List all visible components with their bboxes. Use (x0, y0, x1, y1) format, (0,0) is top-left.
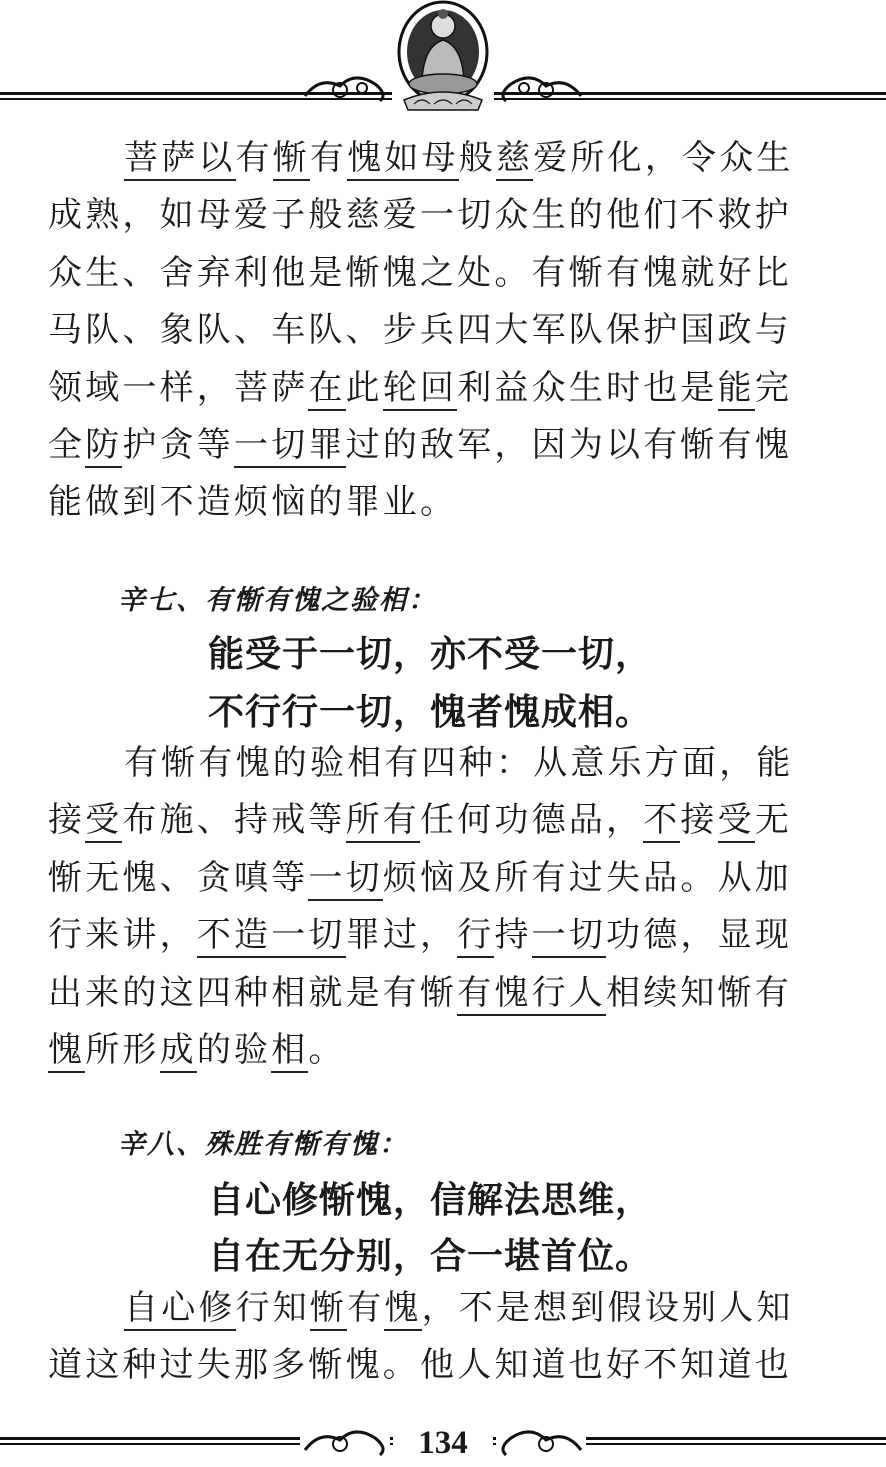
footer-cloud-left-icon (300, 1420, 390, 1460)
buddha-icon (392, 0, 494, 112)
paragraph-3 (48, 1280, 838, 1395)
para2-line-2: 接受布施、持戒等所有任何功德品，不接受无 (48, 792, 838, 849)
paragraph-1 (48, 130, 838, 532)
para1-line-2: 成熟，如母爱子般慈爱一切众生的他们不救护 (48, 195, 792, 236)
verse2-line-1: 自心修惭愧，信解法思维， (208, 1180, 653, 1221)
para1-line-3: 众生、舍弃利他是惭愧之处。有惭有愧就好比 (48, 252, 792, 293)
section-heading-1: 辛七、有惭有愧之验相： (118, 585, 437, 616)
para1-line-5: 领域一样，菩萨在此轮回利益众生时也是能完 (48, 360, 838, 417)
para1-line-6: 全防护贪等一切罪过的敌军，因为以有惭有愧 (48, 417, 838, 474)
para3-line-2: 道这种过失那多惭愧。他人知道也好不知道也 (48, 1345, 792, 1386)
para1-line-1: 菩萨以有惭有愧如母般慈爱所化，令众生 (48, 130, 838, 187)
cloud-ornament-right-icon (496, 66, 586, 106)
paragraph-2 (48, 735, 838, 1079)
section-heading-2: 辛八、殊胜有惭有愧： (118, 1129, 408, 1160)
verse2-line-2: 自在无分别，合一堪首位。 (208, 1236, 653, 1277)
para2-line-1: 有惭有愧的验相有四种：从意乐方面，能 (124, 743, 794, 783)
para2-line-6: 愧所形成的验相。 (48, 1022, 838, 1079)
verse1-line-1: 能受于一切，亦不受一切， (208, 634, 653, 675)
para1-line-4: 马队、象队、车队、步兵四大军队保护国政与 (48, 310, 792, 351)
para2-line-4: 行来讲，不造一切罪过，行持一切功德，显现 (48, 907, 838, 964)
para3-line-1: 自心修行知惭有愧，不是想到假设别人知 (48, 1280, 838, 1337)
para1-line-7: 能做到不造烦恼的罪业。 (48, 482, 458, 523)
para2-line-3: 惭无愧、贪嗔等一切烦恼及所有过失品。从加 (48, 850, 838, 907)
verse1-line-2: 不行行一切，愧者愧成相。 (208, 692, 653, 733)
cloud-ornament-left-icon (300, 66, 390, 106)
para2-line-5: 出来的这四种相就是有惭有愧行人相续知惭有 (48, 965, 838, 1022)
footer-cloud-right-icon (496, 1420, 586, 1460)
page-number: 134 (393, 1423, 493, 1463)
